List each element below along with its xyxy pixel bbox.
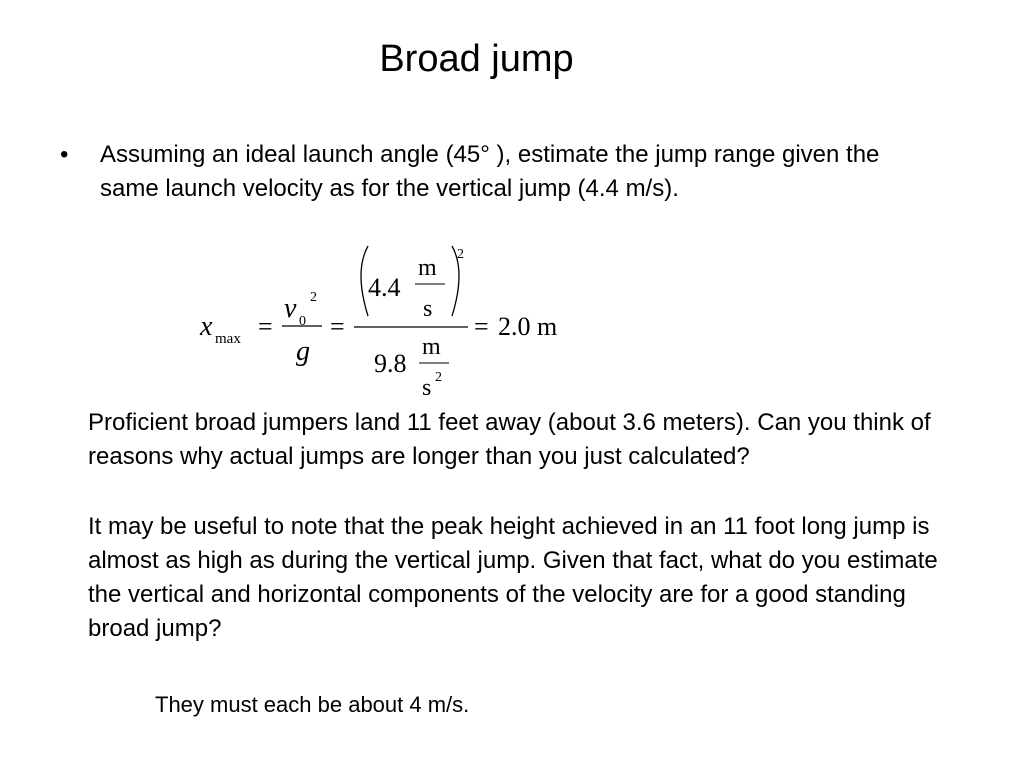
formula-den-unit-bottom: s: [422, 375, 432, 401]
formula-x-subscript: max: [215, 331, 241, 347]
formula-result: 2.0 m: [498, 312, 558, 341]
formula-v-exponent: 2: [310, 290, 317, 305]
formula-num-exponent: 2: [457, 247, 464, 262]
formula-x-var: x: [200, 311, 213, 342]
paragraph-question-2: It may be useful to note that the peak height achieved in an 11 foot long jump is almost as high as during the vertical jump. Given that fact, what do you estimate the vertical and horizontal components of the velocity are for a good standing broad jump?: [88, 513, 938, 642]
range-formula: [198, 240, 578, 405]
formula-v-var: v: [284, 293, 297, 324]
formula-equals-3: =: [474, 312, 489, 341]
formula-equals-1: =: [258, 312, 273, 341]
formula-num-unit-bottom: s: [423, 296, 433, 322]
formula-graphic: [198, 240, 578, 405]
bullet-icon: •: [60, 141, 69, 168]
formula-den-unit-top: m: [422, 334, 441, 360]
formula-v-subscript: 0: [299, 314, 306, 329]
formula-num-value: 4.4: [368, 273, 401, 302]
formula-equals-2: =: [330, 312, 345, 341]
formula-den-value: 9.8: [374, 349, 407, 378]
formula-den-unit-exponent: 2: [435, 370, 442, 385]
formula-left-paren: [361, 246, 368, 316]
formula-num-unit-top: m: [418, 255, 437, 281]
slide-title: Broad jump: [379, 38, 574, 80]
paragraph-question-1: Proficient broad jumpers land 11 feet away (about 3.6 meters). Can you think of reasons why actual jumps are longer than you just calculated?: [88, 409, 931, 470]
formula-g-var: g: [296, 336, 310, 367]
bullet-text: Assuming an ideal launch angle (45° ), estimate the jump range given the same launch velocity as for the vertical jump (4.4 m/s).: [100, 141, 880, 202]
answer-text: They must each be about 4 m/s.: [155, 692, 470, 717]
